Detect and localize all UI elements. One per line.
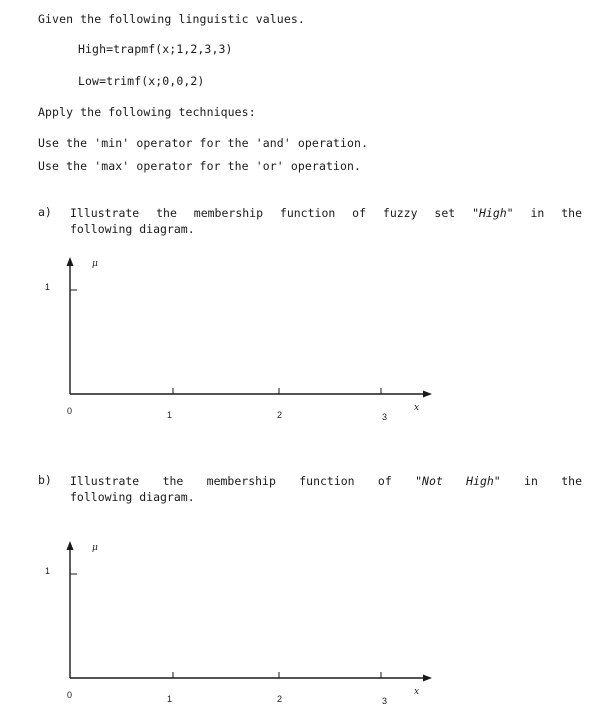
qb-word: of — [377, 474, 392, 488]
origin-label: 0 — [67, 406, 73, 416]
qb-word: "Not — [415, 474, 443, 488]
high-definition: High=trapmf(x;1,2,3,3) — [78, 42, 233, 56]
intro-text: Given the following linguistic values. — [38, 12, 305, 26]
qb-word: function — [299, 474, 355, 488]
qa-word: "High" — [472, 206, 514, 220]
max-rule-text: Use the 'max' operator for the 'or' operation. — [38, 159, 362, 173]
question-b-text — [70, 473, 582, 505]
y-tick-label: 1 — [45, 566, 51, 576]
apply-text: Apply the following techniques: — [38, 105, 256, 119]
x-axis-label: x — [414, 403, 420, 413]
qa-word: the — [156, 206, 177, 220]
qb-word: Illustrate — [70, 474, 140, 488]
qa-word: of — [352, 206, 367, 220]
x-tick-label-1: 1 — [167, 410, 173, 420]
x-tick-label-3: 3 — [382, 412, 388, 422]
diagram-a-svg — [30, 252, 450, 422]
qb-word: the — [162, 474, 184, 488]
question-a-line1 — [70, 205, 582, 221]
question-b-label: b) — [38, 473, 52, 487]
qa-word: set — [434, 206, 456, 220]
qa-word: fuzzy — [382, 206, 418, 220]
diagram-b-svg — [30, 536, 450, 706]
question-b-line2: following diagram. — [70, 490, 195, 504]
origin-label: 0 — [67, 690, 73, 700]
x-tick-label-3: 3 — [382, 696, 388, 706]
y-axis-arrow — [67, 541, 74, 550]
min-rule-text: Use the 'min' operator for the 'and' operation. — [38, 136, 369, 150]
question-a-label: a) — [38, 205, 52, 219]
x-tick-label-1: 1 — [167, 694, 173, 704]
diagram-a — [30, 252, 450, 422]
y-axis-label: μ — [92, 543, 98, 553]
low-definition: Low=trimf(x;0,0,2) — [78, 74, 205, 88]
x-axis-label: x — [414, 687, 420, 697]
qb-word: membership — [206, 474, 276, 488]
y-axis-arrow — [67, 257, 74, 266]
qa-word: Illustrate — [70, 206, 140, 220]
question-a-text — [70, 205, 582, 237]
y-axis-label: μ — [92, 259, 98, 269]
x-tick-label-2: 2 — [277, 410, 283, 420]
qa-word: the — [561, 206, 582, 220]
qb-word: in — [524, 474, 538, 488]
qb-word: High" — [466, 474, 501, 488]
x-axis-arrow — [423, 675, 432, 682]
x-axis-arrow — [423, 391, 432, 398]
qa-word: function — [279, 206, 336, 220]
qa-word: membership — [193, 206, 264, 220]
question-b-line1 — [70, 473, 582, 489]
x-tick-label-2: 2 — [277, 694, 283, 704]
y-tick-label: 1 — [45, 282, 51, 292]
qb-word: the — [561, 474, 582, 488]
qa-word: in — [530, 206, 545, 220]
question-a-line2: following diagram. — [70, 222, 195, 236]
diagram-b — [30, 536, 450, 706]
